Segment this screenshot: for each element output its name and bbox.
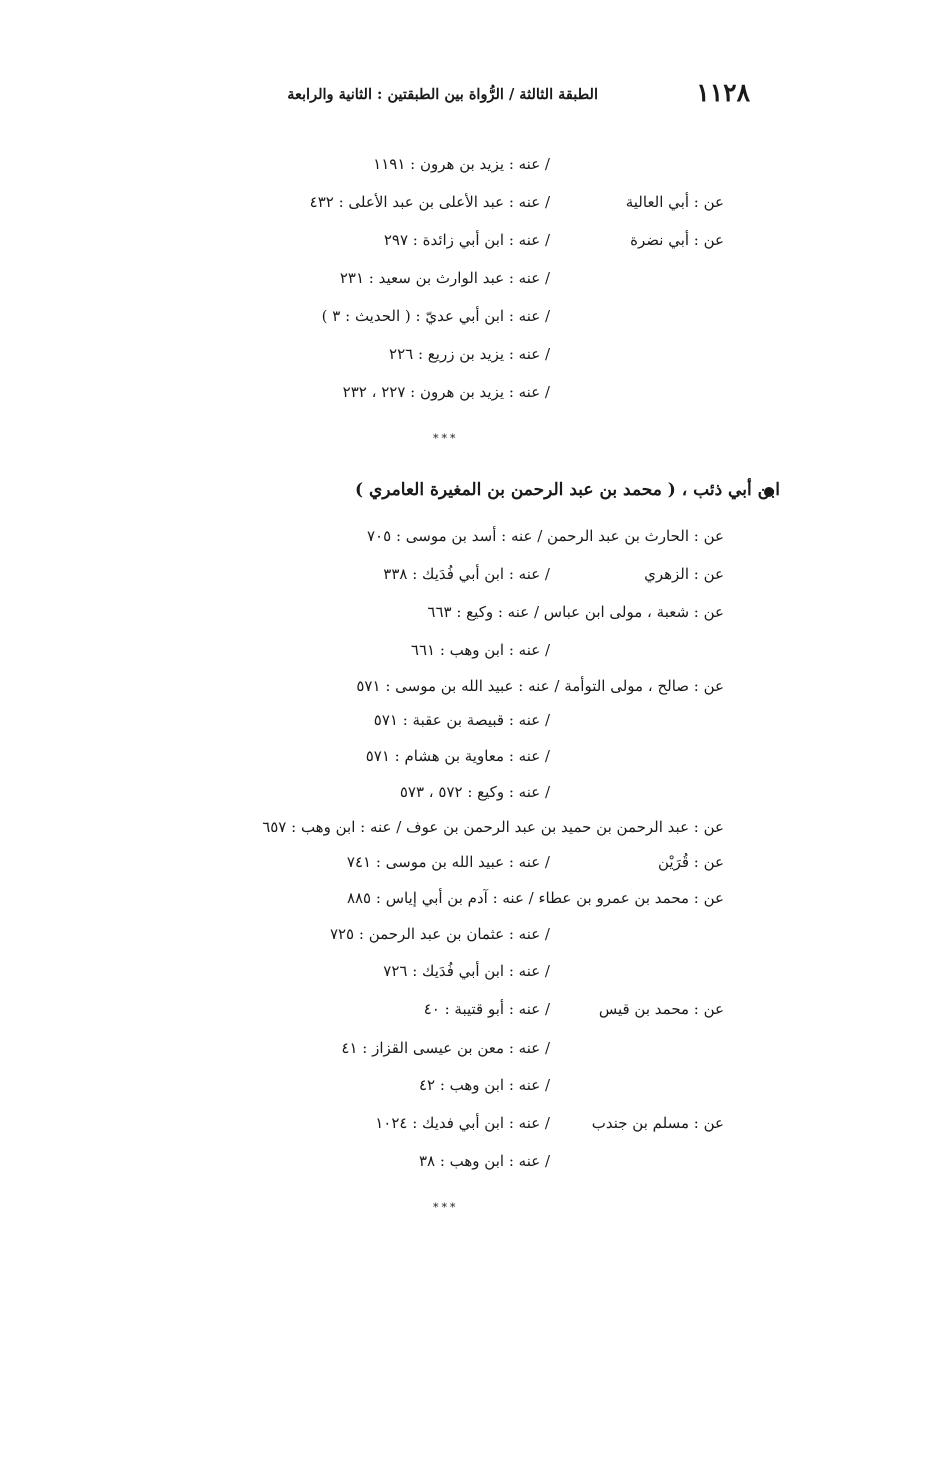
narrator-line: / عنه : ابن وهب : ٦٦١	[410, 641, 550, 659]
narrator-line: / عنه : يزيد بن زريع : ٢٢٦	[389, 345, 550, 363]
narrator-line: / عنه : ابن أبي فُدَيك : ٧٢٦	[383, 962, 550, 980]
page-number: ١١٢٨	[696, 78, 750, 107]
narrator-line: / عنه : ابن وهب : ٤٢	[418, 1076, 550, 1094]
narrator-line: / عنه : ابن أبي زائدة : ٢٩٧	[383, 231, 550, 249]
narrator-line: / عنه : يزيد بن هرون : ١١٩١	[373, 155, 550, 173]
entry-heading: ابن أبي ذئب ، ( محمد بن عبد الرحمن بن المغيرة العامري )	[355, 480, 780, 500]
narrator-line: / عنه : وكيع : ٥٧٢ ، ٥٧٣	[399, 783, 550, 801]
narrator-line: عن : عبد الرحمن بن حميد بن عبد الرحمن بن عوف / عنه : ابن وهب : ٦٥٧	[262, 818, 724, 836]
narrator-line: عن : الحارث بن عبد الرحمن / عنه : أسد بن موسى : ٧٠٥	[367, 527, 724, 545]
narrator-line: / عنه : أبو قتيبة : ٤٠	[423, 1000, 550, 1018]
page-header	[240, 78, 750, 112]
narrator-line: عن : شعبة ، مولى ابن عباس / عنه : وكيع : ٦٦٣	[427, 603, 724, 621]
teacher-label: عن : أبي نضرة	[630, 231, 724, 249]
narrator-line: / عنه : معاوية بن هشام : ٥٧١	[365, 747, 550, 765]
narrator-line: / عنه : معن بن عيسى القزاز : ٤١	[341, 1039, 550, 1057]
narrator-line: / عنه : ابن أبي فُدَيك : ٣٣٨	[383, 565, 550, 583]
narrator-line: عن : محمد بن عمرو بن عطاء / عنه : آدم بن أبي إياس : ٨٨٥	[346, 889, 724, 907]
teacher-label: عن : الزهري	[644, 565, 724, 583]
narrator-line: / عنه : ابن أبي فديك : ١٠٢٤	[375, 1114, 550, 1132]
running-title: الطبقة الثالثة / الرُّواة بين الطبقتين : الثانية والرابعة	[287, 86, 598, 103]
section-separator: ***	[433, 432, 459, 445]
narrator-line: / عنه : عبد الوارث بن سعيد : ٢٣١	[339, 269, 550, 287]
narrator-line: / عنه : قبيصة بن عقبة : ٥٧١	[373, 711, 550, 729]
narrator-line: / عنه : ابن وهب : ٣٨	[418, 1152, 550, 1170]
narrator-line: / عنه : ابن أبي عديّ : ( الحديث : ٣ )	[321, 307, 550, 325]
narrator-line: / عنه : عبد الأعلى بن عبد الأعلى : ٤٣٢	[309, 193, 550, 211]
teacher-label: عن : أبي العالية	[625, 193, 724, 211]
narrator-line: / عنه : عثمان بن عبد الرحمن : ٧٢٥	[329, 925, 550, 943]
teacher-label: عن : قُرَيْن	[658, 853, 724, 871]
narrator-line: / عنه : عبيد الله بن موسى : ٧٤١	[346, 853, 550, 871]
teacher-label: عن : مسلم بن جندب	[591, 1114, 724, 1132]
narrator-line: عن : صالح ، مولى التوأمة / عنه : عبيد الله بن موسى : ٥٧١	[356, 677, 724, 695]
teacher-label: عن : محمد بن قيس	[598, 1000, 724, 1018]
narrator-line: / عنه : يزيد بن هرون : ٢٢٧ ، ٢٣٢	[342, 383, 550, 401]
end-separator: ***	[433, 1201, 459, 1214]
